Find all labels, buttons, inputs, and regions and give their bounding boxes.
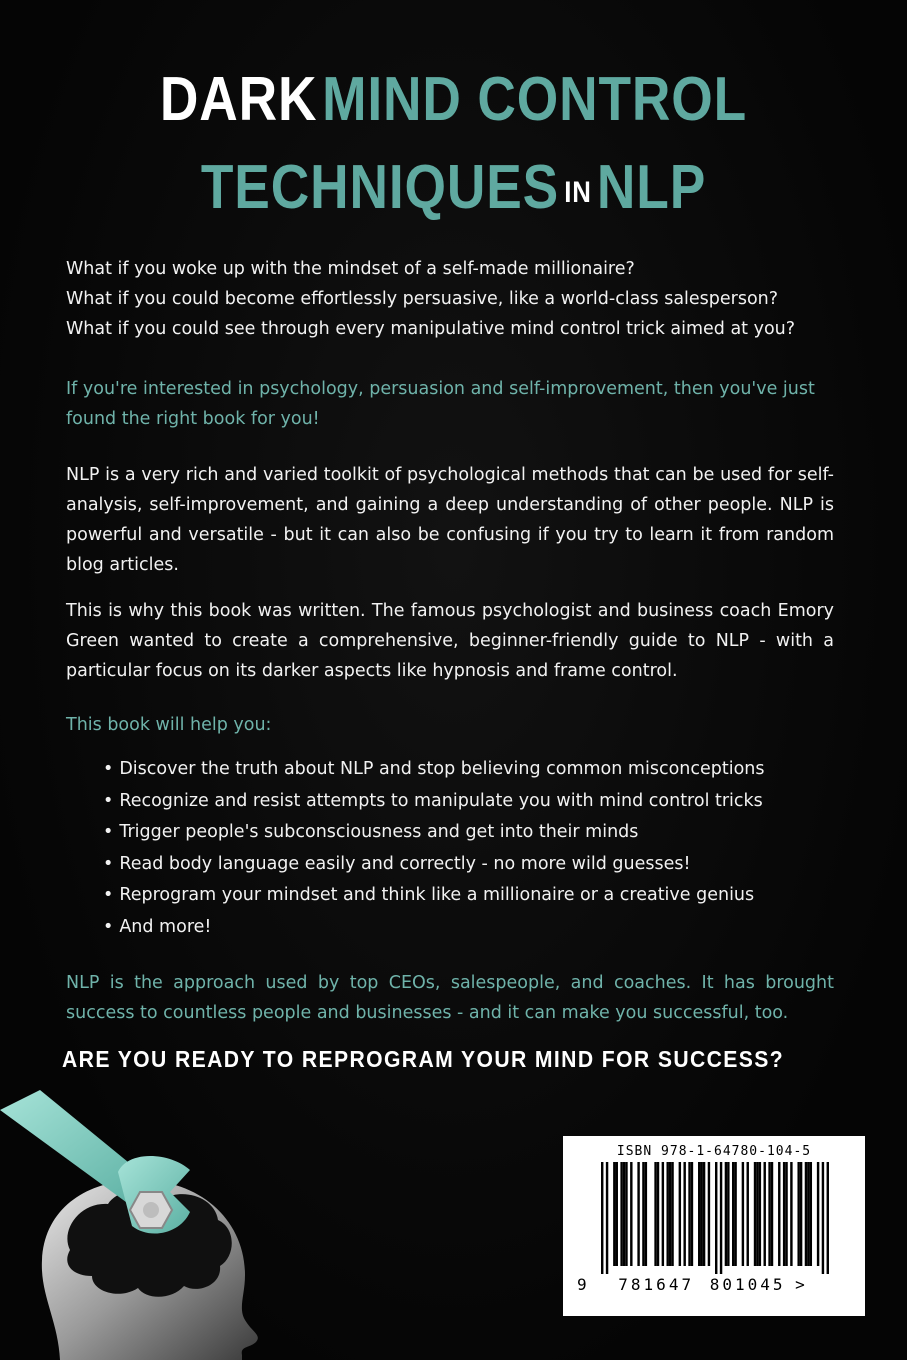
barcode-bar [700,1162,702,1266]
barcode-bar [785,1162,787,1266]
intro-text: If you're interested in psychology, persuasion and self-improvement, then you've just found the right book for you! [66,379,815,429]
barcode-bar [805,1162,807,1266]
question-list [66,254,834,344]
barcode-bar [637,1162,639,1266]
list-item: • Reprogram your mindset and think like a millionaire or a creative genius [103,885,755,905]
closing-text: NLP is the approach used by top CEOs, salespeople, and coaches. It has brought success to countless people and businesses - and it can make you successful, too. [66,973,834,1023]
barcode-bar [727,1162,729,1266]
barcode-bar [827,1162,829,1274]
bullet-dot: • [103,853,114,874]
barcode-bar [778,1162,780,1266]
barcode-bar [645,1162,647,1266]
barcode-bar [654,1162,656,1266]
barcode-bar [642,1162,644,1266]
ean-marker: > [795,1275,805,1294]
barcode-bar [613,1162,615,1266]
barcode-bar [698,1162,700,1266]
barcode-bar [688,1162,690,1266]
barcode-bar [679,1162,681,1266]
title-word-techniques: TECHNIQUES [200,153,560,222]
list-item: • Recognize and resist attempts to manipulate you with mind control tricks [103,790,763,811]
barcode-bar [715,1162,717,1274]
barcode-bar [691,1162,693,1266]
bullet-dot: • [103,822,114,842]
barcode-bar [620,1162,622,1266]
barcode-bar [606,1162,608,1274]
barcode [563,1136,865,1316]
barcode-bar [683,1162,685,1266]
paragraph-nlp-toolkit: NLP is a very rich and varied toolkit of psychological methods that can be used for self-analysis, self-improvement, and gaining a deep understanding of other people. NLP is powerful and versatile - but it can also be confusing if you try to learn it from random blog articles. [66,465,834,575]
help-heading: This book will help you: [66,715,272,735]
barcode-bar [720,1162,722,1274]
barcode-bar [747,1162,749,1266]
isbn-label: ISBN 978-1-64780-104-5 [616,1144,812,1159]
barcode-bar [734,1162,736,1266]
ean-right-group: 801045 [709,1275,786,1294]
list-item: • Trigger people's subconsciousness and get into their minds [103,822,639,842]
call-to-action: ARE YOU READY TO REPROGRAM YOUR MIND FOR SUCCESS? [62,1046,785,1072]
benefit-list [103,754,765,943]
question: What if you woke up with the mindset of a self-made millionaire? [66,259,635,279]
barcode-bar [771,1162,773,1266]
barcode-bar [669,1162,671,1266]
barcode-bar [708,1162,710,1266]
barcode-bar [703,1162,705,1266]
head-wrench-illustration [0,1080,300,1360]
barcode-bar [810,1162,812,1266]
title-word-nlp: NLP [596,153,707,222]
title-word-in: IN [564,176,592,209]
barcode-bar [783,1162,785,1266]
barcode-bar [797,1162,799,1266]
list-item: • Read body language easily and correctly - no more wild guesses! [103,853,691,874]
list-item: • And more! [103,916,212,937]
barcode-bar [754,1162,756,1266]
barcode-bar [768,1162,770,1266]
barcode-bar [616,1162,618,1266]
barcode-bar [623,1162,625,1266]
ean-digits [577,1275,863,1294]
list-item: • Discover the truth about NLP and stop believing common misconceptions [103,759,765,779]
barcode-bar [822,1162,824,1274]
barcode-bar [800,1162,802,1266]
barcode-bar [671,1162,673,1266]
barcode-bar [790,1162,792,1266]
question: What if you could see through every manipulative mind control trick aimed at you? [66,319,796,339]
bullet-dot: • [103,790,114,811]
ean-left-group: 781647 [618,1275,695,1294]
barcode-bar [657,1162,659,1266]
question: What if you could become effortlessly persuasive, like a world-class salesperson? [66,289,779,309]
barcode-bar [764,1162,766,1266]
bullet-dot: • [103,916,114,937]
barcode-bar [732,1162,734,1266]
barcode-bar [742,1162,744,1266]
barcode-bar [759,1162,761,1266]
book-title [0,64,907,240]
title-word-mind-control: MIND CONTROL [322,65,748,134]
title-word-dark: DARK [159,65,318,134]
bullet-dot: • [103,885,114,905]
barcode-bar [630,1162,632,1266]
barcode-bar [756,1162,758,1266]
barcode-bar [662,1162,664,1266]
barcode-bar [625,1162,627,1266]
barcode-bar [807,1162,809,1266]
bullet-dot: • [103,759,114,779]
barcode-bars [601,1162,829,1274]
barcode-bar [817,1162,819,1266]
ean-first-digit: 9 [577,1275,587,1294]
barcode-bar [666,1162,668,1266]
barcode-bar [601,1162,603,1274]
paragraph-why-written: This is why this book was written. The famous psychologist and business coach Emory Green wanted to create a comprehensive, beginner-friendly guide to NLP - with a particular focus on its darker aspects like hypnosis and frame control. [66,601,834,681]
barcode-bar [725,1162,727,1266]
